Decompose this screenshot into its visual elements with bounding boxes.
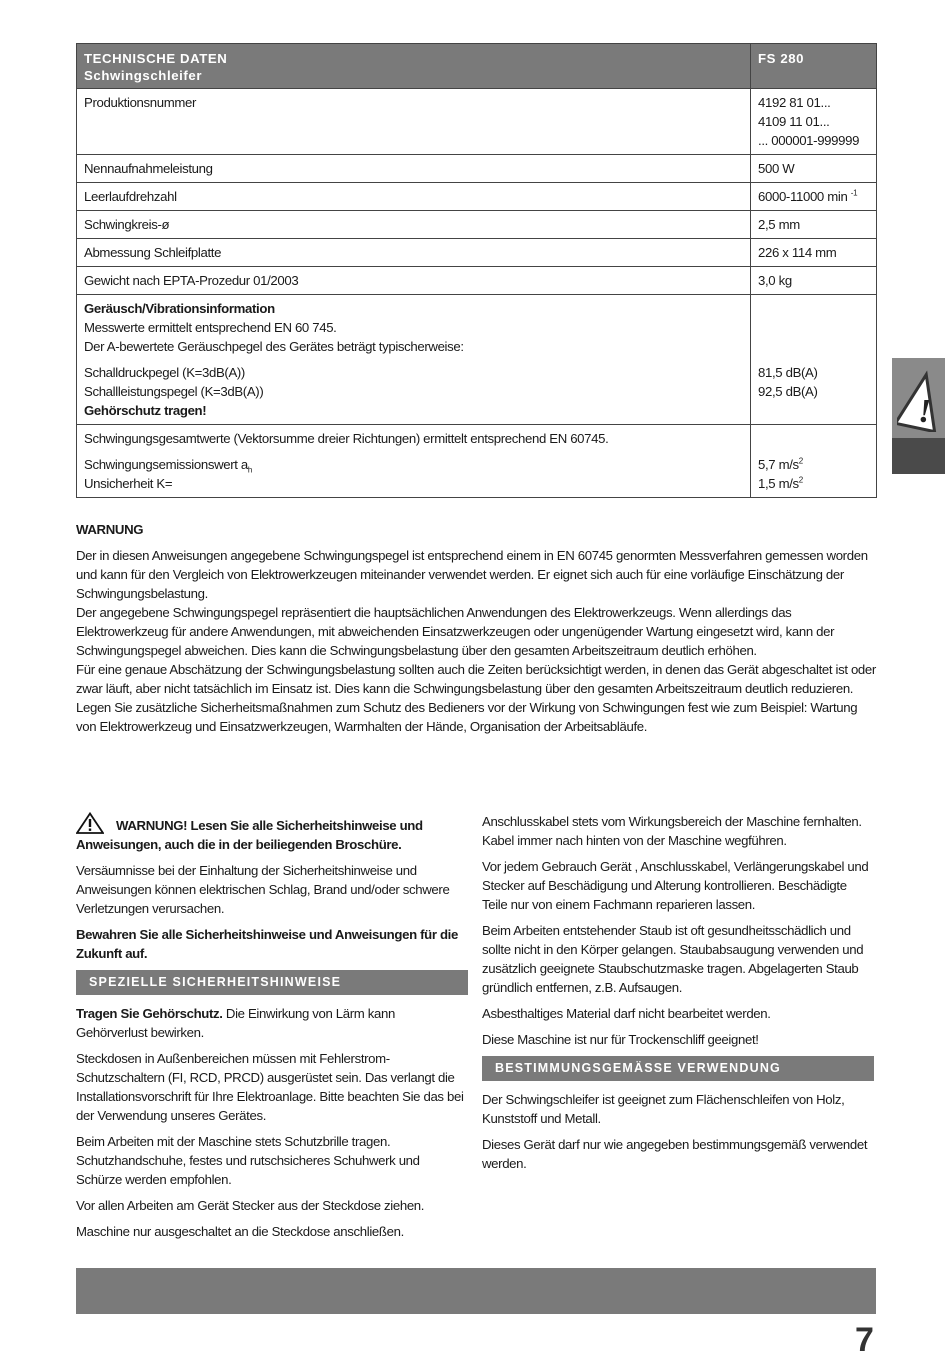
footer-bar bbox=[76, 1268, 876, 1314]
paragraph: Vor jedem Gebrauch Gerät , Anschlusskabel, Verlängerungskabel und Stecker auf Beschädigung und Alterung kontrollieren. Beschädigte Teile nur von einem Fachmann reparieren lassen. bbox=[482, 859, 869, 912]
section-heading-special-safety: SPEZIELLE SICHERHEITSHINWEISE bbox=[76, 970, 468, 995]
table-header-row bbox=[77, 44, 877, 89]
paragraph: Steckdosen in Außenbereichen müssen mit Fehlerstrom-Schutzschaltern (FI, RCD, PRCD) ausgerüstet sein. Das verlangt die Installationsvorschrift für Ihre Elektroanlage. Bitte beachten Sie das bei der Verwendung unseres Gerätes. bbox=[76, 1051, 464, 1123]
sound-power-value: 92,5 dB(A) bbox=[758, 384, 818, 399]
side-tab bbox=[892, 358, 945, 474]
production-number: ... 000001-999999 bbox=[758, 133, 860, 148]
table-row bbox=[77, 89, 877, 155]
paragraph: Beim Arbeiten mit der Maschine stets Schutzbrille tragen. Schutzhandschuhe, festes und rutschsicheres Schuhwerk und Schürze werden empfohlen. bbox=[76, 1134, 420, 1187]
emission-subscript: h bbox=[247, 465, 252, 475]
uncertainty-label: Unsicherheit K= bbox=[84, 476, 173, 491]
technical-data-table bbox=[76, 43, 877, 498]
row-value: 6000-11000 min bbox=[758, 189, 848, 204]
table-row bbox=[77, 211, 877, 239]
table-title: TECHNISCHE DATEN bbox=[84, 51, 228, 66]
warning-paragraph: Der in diesen Anweisungen angegebene Schwingungspegel ist entsprechend einem in EN 60745 genormten Messverfahren gemessen worden und kann für den Vergleich von Elektrowerkzeugen miteinander verwendet werden. Er eignet sich auch für eine vorläufige Einschätzung der Schwingungsbelastung. bbox=[76, 548, 868, 601]
uncertainty-value: 1,5 m/s bbox=[758, 476, 799, 491]
warning-paragraph: Legen Sie zusätzliche Sicherheitsmaßnahmen zum Schutz des Bedieners vor der Wirkung von Schwingungen fest wie zum Beispiel: Wartung von Elektrowerkzeug und Einsatzwerkzeugen, Warmhalten der Hände, Organisation der Arbeitsabläufe. bbox=[76, 700, 858, 734]
table-row bbox=[77, 239, 877, 267]
noise-info-row bbox=[77, 295, 877, 425]
table-row bbox=[77, 183, 877, 211]
paragraph: Anschlusskabel stets vom Wirkungsbereich der Maschine fernhalten. Kabel immer nach hinten von der Maschine wegführen. bbox=[482, 814, 862, 848]
paragraph: Asbesthaltiges Material darf nicht bearbeitet werden. bbox=[482, 1006, 771, 1021]
sound-pressure-label: Schalldruckpegel (K=3dB(A)) bbox=[84, 365, 245, 380]
row-label: Produktionsnummer bbox=[77, 89, 751, 155]
noise-info-line: Messwerte ermittelt entsprechend EN 60 745. bbox=[84, 320, 337, 335]
table-subtitle: Schwingschleifer bbox=[84, 68, 203, 83]
row-label: Schwingkreis-ø bbox=[77, 211, 751, 239]
row-label: Gewicht nach EPTA-Prozedur 01/2003 bbox=[77, 267, 751, 295]
warning-paragraph: Der angegebene Schwingungspegel repräsentiert die hauptsächlichen Anwendungen des Elektrowerkzeugs. Wenn allerdings das Elektrowerkzeug für andere Anwendungen, mit abweichenden Einsatzwerkzeugen oder ungenügender Wartung eingesetzt wird, kann der Schwingungspegel abweichen. Dies kann die Schwingungsbelastung über den gesamten Arbeitszeitraum deutlich erhöhen. bbox=[76, 605, 835, 658]
production-number: 4192 81 01... bbox=[758, 95, 831, 110]
sound-power-label: Schallleistungspegel (K=3dB(A)) bbox=[84, 384, 264, 399]
paragraph-bold: Bewahren Sie alle Sicherheitshinweise und Anweisungen für die Zukunft auf. bbox=[76, 927, 458, 961]
warning-title: WARNUNG bbox=[76, 522, 144, 537]
left-column bbox=[76, 812, 468, 1248]
vibration-intro: Schwingungsgesamtwerte (Vektorsumme dreier Richtungen) ermittelt entsprechend EN 60745. bbox=[84, 431, 609, 446]
hearing-protection-note: Gehörschutz tragen! bbox=[84, 403, 207, 418]
production-number: 4109 11 01... bbox=[758, 114, 830, 129]
paragraph: Tragen Sie Gehörschutz. Die Einwirkung von Lärm kann Gehörverlust bewirken. bbox=[76, 1006, 395, 1040]
paragraph: Versäumnisse bei der Einhaltung der Sicherheitshinweise und Anweisungen können elektrischen Schlag, Brand und/oder schwere Verletzungen verursachen. bbox=[76, 863, 450, 916]
paragraph: Der Schwingschleifer ist geeignet zum Flächenschleifen von Holz, Kunststoff und Metall. bbox=[482, 1092, 845, 1126]
row-label: Abmessung Schleifplatte bbox=[77, 239, 751, 267]
safety-warning-heading: WARNUNG! Lesen Sie alle Sicherheitshinweise und Anweisungen, auch die in der beiliegenden Broschüre. bbox=[76, 818, 423, 852]
vibration-info-row bbox=[77, 425, 877, 498]
table-row bbox=[77, 267, 877, 295]
paragraph: Dieses Gerät darf nur wie angegeben bestimmungsgemäß verwendet werden. bbox=[482, 1137, 868, 1171]
model-name: FS 280 bbox=[751, 44, 877, 89]
sound-pressure-value: 81,5 dB(A) bbox=[758, 365, 818, 380]
paragraph: Diese Maschine ist nur für Trockenschliff geeignet! bbox=[482, 1032, 759, 1047]
section-heading-intended-use: BESTIMMUNGSGEMÄSSE VERWENDUNG bbox=[482, 1056, 874, 1081]
paragraph: Vor allen Arbeiten am Gerät Stecker aus der Steckdose ziehen. bbox=[76, 1198, 425, 1213]
vibration-emission-label: Schwingungsemissionswert a bbox=[84, 457, 248, 472]
row-value: 2,5 mm bbox=[751, 211, 877, 239]
page-number: 7 bbox=[855, 1321, 874, 1359]
noise-info-title: Geräusch/Vibrationsinformation bbox=[84, 301, 275, 316]
row-label: Leerlaufdrehzahl bbox=[77, 183, 751, 211]
vibration-emission-value: 5,7 m/s bbox=[758, 457, 799, 472]
hearing-protection-bold: Tragen Sie Gehörschutz. bbox=[76, 1006, 223, 1021]
side-tab-warning-icon bbox=[897, 370, 943, 432]
unit-exponent: 2 bbox=[798, 475, 803, 485]
row-value: 500 W bbox=[751, 155, 877, 183]
table-row bbox=[77, 155, 877, 183]
svg-text:!: ! bbox=[918, 393, 932, 430]
right-column bbox=[482, 812, 874, 1180]
warning-paragraph: Für eine genaue Abschätzung der Schwingungsbelastung sollten auch die Zeiten berücksichtigt werden, in denen das Gerät abgeschaltet ist oder zwar läuft, aber nicht tatsächlich im Einsatz ist. Dies kann die Schwingungsbelastung über den gesamten Arbeitszeitraum deutlich reduzieren. bbox=[76, 662, 876, 696]
warning-triangle-icon bbox=[76, 812, 104, 834]
unit-exponent: 2 bbox=[798, 456, 803, 466]
row-value: 226 x 114 mm bbox=[751, 239, 877, 267]
noise-info-line: Der A-bewertete Geräuschpegel des Gerätes beträgt typischerweise: bbox=[84, 339, 464, 354]
row-value: 3,0 kg bbox=[751, 267, 877, 295]
warning-section bbox=[76, 520, 876, 736]
unit-exponent: -1 bbox=[850, 188, 858, 198]
paragraph: Maschine nur ausgeschaltet an die Steckdose anschließen. bbox=[76, 1224, 404, 1239]
paragraph: Beim Arbeiten entstehender Staub ist oft gesundheitsschädlich und sollte nicht in den Körper gelangen. Staubabsaugung verwenden und zusätzlich geeignete Staubschutzmaske tragen. Abgelagerten Staub gründlich entfernen, z.B. Aufsaugen. bbox=[482, 923, 864, 995]
row-label: Nennaufnahmeleistung bbox=[77, 155, 751, 183]
